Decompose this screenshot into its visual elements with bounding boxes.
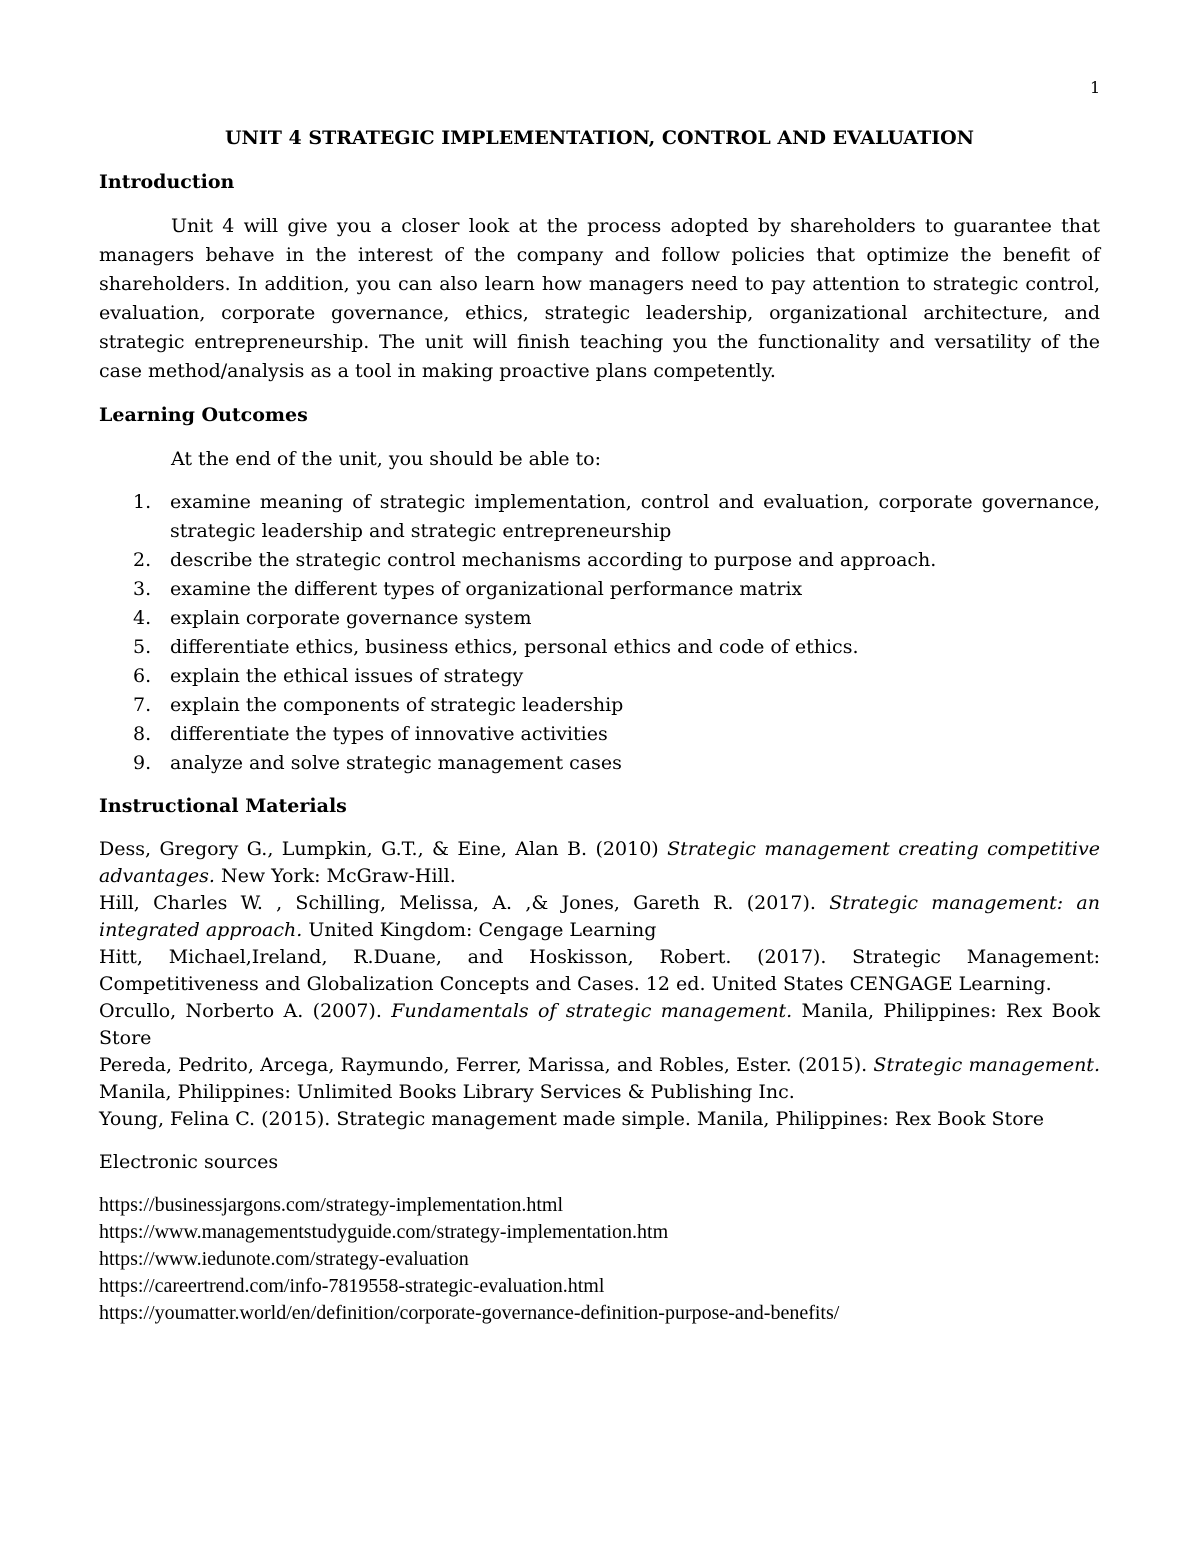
list-text: describe the strategic control mechanisms according to purpose and approach. — [170, 549, 937, 571]
reference-title: Strategic management creating competitive advantages. — [99, 838, 1100, 887]
list-item — [99, 488, 1100, 546]
reference-publisher: Manila, Philippines: Rex Book Store — [99, 1000, 1100, 1049]
list-item — [99, 691, 1100, 720]
source-link[interactable]: https://www.managementstudyguide.com/strategy-implementation.htm — [99, 1221, 669, 1243]
list-text: analyze and solve strategic management cases — [170, 752, 622, 774]
learning-outcomes-list — [99, 488, 1100, 778]
source-link[interactable]: https://careertrend.com/info-7819558-strategic-evaluation.html — [99, 1275, 605, 1297]
reference-item — [99, 998, 1100, 1052]
list-text: examine meaning of strategic implementation, control and evaluation, corporate governance, strategic leadership and strategic entrepreneurship — [170, 491, 1100, 542]
unit-title: UNIT 4 STRATEGIC IMPLEMENTATION, CONTROL AND EVALUATION — [224, 127, 975, 149]
reference-item — [99, 944, 1100, 998]
source-link[interactable]: https://businessjargons.com/strategy-implementation.html — [99, 1194, 564, 1216]
reference-authors: Young, Felina C. (2015). Strategic management made simple. Manila, Philippines: Rex Book Store — [99, 1108, 1044, 1130]
list-number: 9. — [133, 752, 152, 774]
list-number: 4. — [133, 607, 152, 629]
list-number: 5. — [133, 636, 152, 658]
reference-item — [99, 890, 1100, 944]
list-item — [99, 575, 1100, 604]
list-text: explain the components of strategic leadership — [170, 694, 624, 716]
reference-publisher: United Kingdom: Cengage Learning — [302, 919, 657, 941]
page-number: 1 — [1090, 78, 1101, 97]
document-body — [99, 124, 1100, 1327]
introduction-heading: Introduction — [99, 171, 235, 193]
reference-authors: Orcullo, Norberto A. (2007). — [99, 1000, 392, 1022]
source-link[interactable]: https://youmatter.world/en/definition/corporate-governance-definition-purpose-and-benefits/ — [99, 1302, 840, 1324]
reference-publisher: Manila, Philippines: Unlimited Books Library Services & Publishing Inc. — [99, 1081, 795, 1103]
list-number: 8. — [133, 723, 152, 745]
list-item — [99, 604, 1100, 633]
reference-item — [99, 1052, 1100, 1106]
reference-title: Fundamentals of strategic management. — [391, 1000, 793, 1022]
electronic-sources-list — [99, 1192, 1100, 1327]
list-item — [99, 546, 1100, 575]
list-text: explain corporate governance system — [170, 607, 532, 629]
reference-list — [99, 836, 1100, 1133]
reference-authors: Hitt, Michael,Ireland, R.Duane, and Hoskisson, Robert. (2017). Strategic Management: Competitiveness and Globalization Concepts and Cases. 12 ed. United States CENGAGE Learning. — [99, 946, 1100, 995]
list-text: explain the ethical issues of strategy — [170, 665, 524, 687]
reference-title: Strategic management: an integrated approach. — [99, 892, 1100, 941]
list-text: differentiate the types of innovative activities — [170, 723, 608, 745]
list-number: 6. — [133, 665, 152, 687]
list-number: 3. — [133, 578, 152, 600]
electronic-sources-label: Electronic sources — [99, 1151, 279, 1173]
instructional-materials-heading: Instructional Materials — [99, 795, 347, 817]
list-number: 2. — [133, 549, 152, 571]
reference-title: Strategic management. — [873, 1054, 1100, 1076]
reference-item — [99, 836, 1100, 890]
list-item — [99, 633, 1100, 662]
list-text: examine the different types of organizational performance matrix — [170, 578, 803, 600]
learning-outcomes-heading: Learning Outcomes — [99, 404, 308, 426]
source-link[interactable]: https://www.iedunote.com/strategy-evaluation — [99, 1248, 469, 1270]
reference-authors: Pereda, Pedrito, Arcega, Raymundo, Ferrer, Marissa, and Robles, Ester. (2015). — [99, 1054, 874, 1076]
list-number: 1. — [133, 491, 152, 513]
reference-item — [99, 1106, 1100, 1133]
reference-authors: Dess, Gregory G., Lumpkin, G.T., & Eine, Alan B. (2010) — [99, 838, 668, 860]
list-item — [99, 720, 1100, 749]
list-number: 7. — [133, 694, 152, 716]
learning-outcomes-lead: At the end of the unit, you should be able to: — [171, 448, 601, 470]
list-item — [99, 749, 1100, 778]
reference-publisher: New York: McGraw-Hill. — [214, 865, 456, 887]
introduction-paragraph: Unit 4 will give you a closer look at the process adopted by shareholders to guarantee that managers behave in the interest of the company and follow policies that optimize the benefit of shareholders. In addition, you can also learn how managers need to pay attention to strategic control, evaluation, corporate governance, ethics, strategic leadership, organizational architecture, and strategic entrepreneurship. The unit will finish teaching you the functionality and versatility of the case method/analysis as a tool in making proactive plans competently. — [99, 215, 1100, 382]
reference-authors: Hill, Charles W. , Schilling, Melissa, A. ,& Jones, Gareth R. (2017). — [99, 892, 830, 914]
list-item — [99, 662, 1100, 691]
list-text: differentiate ethics, business ethics, personal ethics and code of ethics. — [170, 636, 859, 658]
